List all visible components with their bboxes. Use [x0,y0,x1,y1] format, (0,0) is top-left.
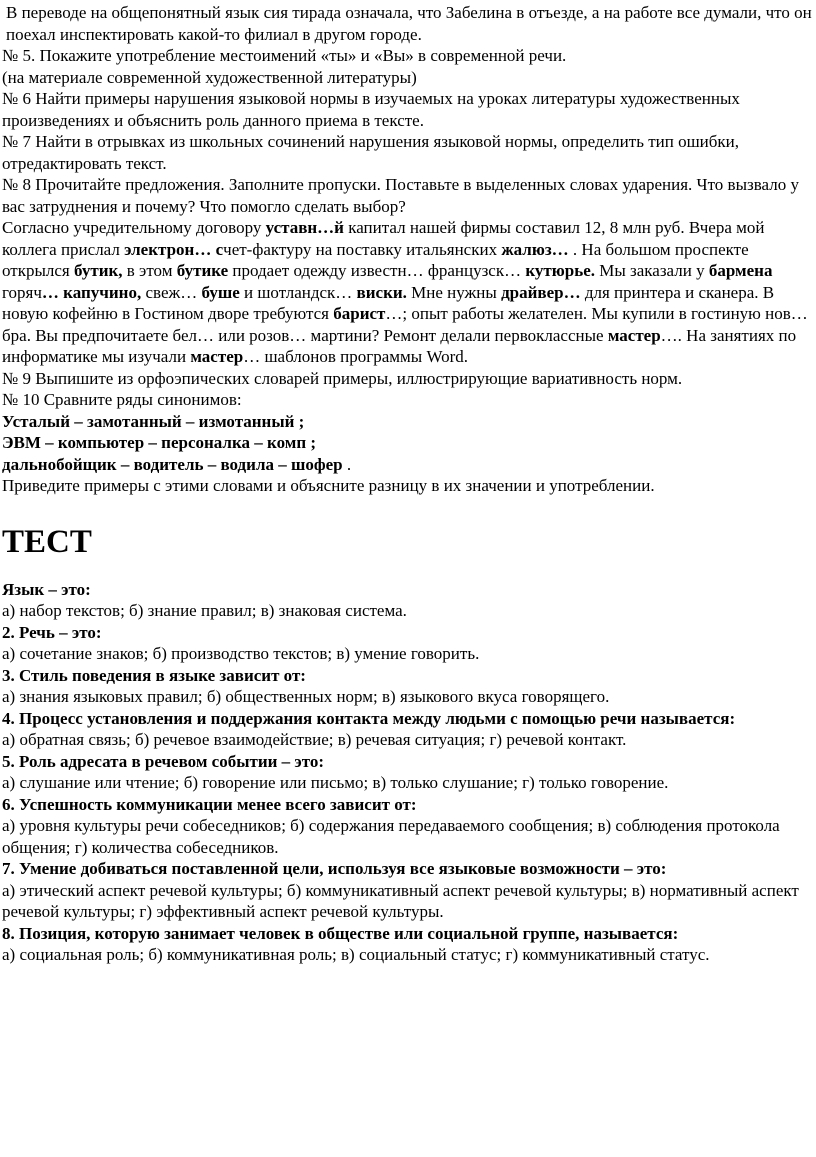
test-question-number: 3. [2,665,19,685]
t8-word: бутике [176,261,229,280]
synonym-row-3-text: дальнобойщик – водитель – водила – шофер [2,454,343,474]
t8-word: драйвер… [501,282,581,302]
task-8: № 8 Прочитайте предложения. Заполните пропуски. Поставьте в выделенных словах ударения. Что вызвало у вас затруднения и почему? Что помогло сделать выбор? [2,175,799,216]
test-question-6 [2,794,814,816]
t8-seg: свеж… [141,282,202,302]
t8-seg: капитал нашей фирмы составил 12, 8 млн руб. Вчера мой коллега прислал [2,218,765,259]
t8-seg: продает одежду известн… французск… [228,261,526,280]
test-question-number: 8. [2,923,19,943]
t8-word: виски. [356,282,407,302]
task-7: № 7 Найти в отрывках из школьных сочинений нарушения языковой нормы, определить тип ошибки, отредактировать текст. [2,132,740,173]
synonym-row-3 [2,454,814,476]
test-question-4 [2,708,814,730]
synonym-row-3-end: . [342,454,352,474]
test-question-text: Стиль поведения в языке зависит от: [19,665,306,685]
t8-seg: и шотландск… [239,282,357,302]
t8-seg: …. На занятиях по информатике мы изучали [2,325,797,366]
test-question-1 [2,579,814,601]
test-question-number: 5. [2,751,19,771]
t8-word: мастер [607,325,661,345]
t8-word: бутик, [73,261,123,280]
test-question-8 [2,923,814,945]
test-heading: ТЕСТ [2,523,92,560]
test-question-text: Успешность коммуникации менее всего зависит от: [19,794,417,814]
task-10-instruction: Приведите примеры с этими словами и объясните разницу в их значении и употреблении. [2,476,655,495]
t8-seg: …; опыт работы желателен. Мы купили в гостиную нов… бра. Вы предпочитаете бел… или розов… мартини? Ремонт делали первоклассные [2,304,808,345]
task-5-note: (на материале современной художественной литературы) [2,67,417,87]
t8-word: кутюрье. [525,261,595,280]
test-answers-1: а) набор текстов; б) знание правил; в) знаковая система. [2,601,407,620]
test-answers-7: а) этический аспект речевой культуры; б) коммуникативный аспект речевой культуры; в) нормативный аспект речевой культуры; г) эффективный аспект речевой культуры. [2,880,799,921]
synonym-row-1-text: Усталый – замотанный – измотанный ; [2,411,305,431]
test-question-5 [2,751,814,773]
t8-seg: чет-фактуру на поставку итальянских [223,239,502,259]
test-question-number: 4. [2,708,19,728]
t8-seg: Согласно учредительному договору [2,218,266,237]
test-question-7 [2,858,814,880]
test-question-number: 7. [2,859,19,878]
test-question-text: Позиция, которую занимает человек в обществе или социальной группе, называется: [19,923,679,943]
t8-seg: Мне нужны [406,282,502,302]
synonym-row-2 [2,432,814,454]
t8-word: бармена [708,261,773,280]
t8-seg: . На большом проспекте открылся [2,239,749,280]
intro-paragraph: В переводе на общепонятный язык сия тирада означала, что Забелина в отъезде, а на работе все думали, что он поехал инспектировать какой-то филиал в другом городе. [6,3,812,44]
test-answers-2: а) сочетание знаков; б) производство текстов; в) умение говорить. [2,644,480,663]
task-8-text [2,217,814,368]
test-answers-6: а) уровня культуры речи собеседников; б) содержания передаваемого сообщения; в) соблюдения протокола общения; г) количества собеседников. [2,816,780,857]
task-6: № 6 Найти примеры нарушения языковой нормы в изучаемых на уроках литературы художественных произведениях и объяснить роль данного приема в тексте. [2,89,740,130]
t8-word: барист [333,304,386,323]
test-answers-4: а) обратная связь; б) речевое взаимодействие; в) речевая ситуация; г) речевой контакт. [2,730,627,749]
test-answers-3: а) знания языковых правил; б) общественных норм; в) языкового вкуса говорящего. [2,687,610,706]
test-question-text: Язык – это: [2,579,91,599]
t8-seg: в этом [122,261,177,280]
t8-seg: … шаблонов программы Word. [243,347,469,366]
test-question-text: Речь – это: [19,622,102,642]
test-question-text: Процесс установления и поддержания контакта между людьми с помощью речи называется: [19,708,736,728]
task-9: № 9 Выпишите из орфоэпических словарей примеры, иллюстрирующие вариативность норм. [2,368,683,388]
t8-word: мастер [190,347,244,366]
task-10: № 10 Сравните ряды синонимов: [2,390,242,409]
test-questions [2,579,814,966]
test-question-2 [2,622,814,644]
test-question-3 [2,665,814,687]
synonym-row-1 [2,411,814,433]
task-5: № 5. Покажите употребление местоимений «ты» и «Вы» в современной речи. [2,46,567,65]
t8-seg: горяч [2,282,42,302]
t8-seg: для принтера и сканера. В новую кофейню в Гостином дворе требуются [2,282,775,323]
t8-word: уставн…й [265,218,344,237]
test-answers-5: а) слушание или чтение; б) говорение или письмо; в) только слушание; г) только говорение. [2,773,669,792]
test-question-text: Роль адресата в речевом событии – это: [19,751,325,771]
t8-word: буше [201,282,240,302]
t8-seg: Мы заказали у [595,261,709,280]
test-answers-8: а) социальная роль; б) коммуникативная роль; в) социальный статус; г) коммуникативный статус. [2,945,710,964]
test-question-number: 6. [2,794,19,814]
synonym-row-2-text: ЭВМ – компьютер – персоналка – комп ; [2,433,317,452]
t8-word: электрон… с [124,239,224,259]
t8-word: жалюз… [501,239,569,259]
test-question-text: Умение добиваться поставленной цели, используя все языковые возможности – это: [19,859,667,878]
t8-word: … капучино, [41,282,142,302]
test-question-number: 2. [2,622,19,642]
